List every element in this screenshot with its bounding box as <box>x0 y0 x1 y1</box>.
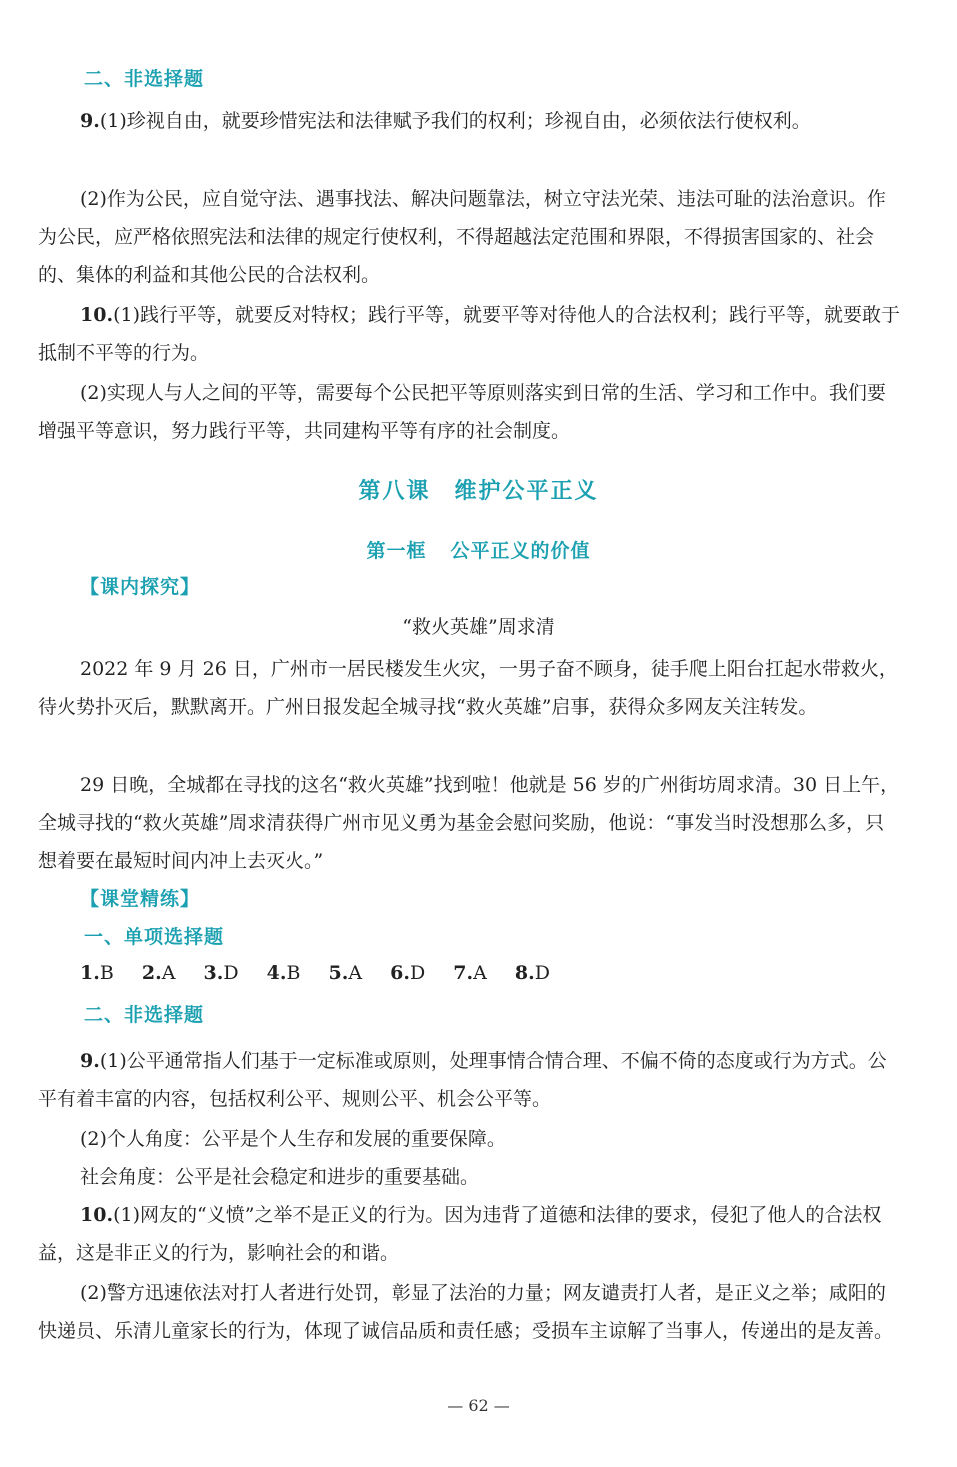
q9-bottom-number: 9. <box>80 1050 100 1072</box>
q10-top-part2: (2)实现人与人之间的平等，需要每个公民把平等原则落实到日常的生活、学习和工作中。我们要增强平等意识，努力践行平等，共同建构平等有序的社会制度。 <box>38 382 886 442</box>
answer-list <box>80 962 572 984</box>
q9-bottom-part2: (2)个人角度：公平是个人生存和发展的重要保障。 <box>80 1128 506 1150</box>
section-heading-nonchoice-top: 二、非选择题 <box>84 68 205 90</box>
section-heading-nonchoice-bottom: 二、非选择题 <box>84 1004 205 1026</box>
page-number: — 62 — <box>447 1396 510 1415</box>
practice-heading: 【课堂精练】 <box>80 888 201 910</box>
answer-item: 7.A <box>453 962 487 984</box>
story-paragraph-1: 2022 年 9 月 26 日，广州市一居民楼发生火灾，一男子奋不顾身，徒手爬上阳台扛起水带救火，待火势扑灭后，默默离开。广州日报发起全城寻找“救火英雄”启事，获得众多网友关注转发。 <box>38 658 898 718</box>
q10-bottom-number: 10. <box>80 1204 114 1226</box>
q9-bottom-part3: 社会角度：公平是社会稳定和进步的重要基础。 <box>80 1166 480 1188</box>
section-heading-single-choice: 一、单项选择题 <box>84 926 225 948</box>
q10-top-number: 10. <box>80 304 114 326</box>
answer-item: 1.B <box>80 962 114 984</box>
q10-bottom-part1: 10.(1)网友的“义愤”之举不是正义的行为。因为违背了道德和法律的要求，侵犯了他人的合法权益，这是非正义的行为，影响社会的和谐。 <box>38 1204 882 1264</box>
answer-item: 4.B <box>266 962 301 984</box>
q9-top-part2: (2)作为公民，应自觉守法、遇事找法、解决问题靠法，树立守法光荣、违法可耻的法治意识。作为公民，应严格依照宪法和法律的规定行使权利，不得超越法定范围和界限，不得损害国家的、社会的、集体的利益和其他公民的合法权利。 <box>38 188 886 286</box>
answer-item: 5.A <box>328 962 363 984</box>
explore-heading: 【课内探究】 <box>80 576 201 598</box>
lesson-title: 第八课 维护公平正义 <box>358 479 599 504</box>
q9-bottom-part1: 9.(1)公平通常指人们基于一定标准或原则，处理事情合情合理、不偏不倚的态度或行为方式。公平有着丰富的内容，包括权利公平、规则公平、机会公平等。 <box>38 1050 887 1110</box>
frame-title: 第一框 公平正义的价值 <box>366 540 591 562</box>
answer-item: 2.A <box>141 962 176 984</box>
answer-item: 3.D <box>203 962 239 984</box>
answer-item: 8.D <box>514 962 550 984</box>
story-paragraph-2: 29 日晚，全城都在寻找的这名“救火英雄”找到啦！他就是 56 岁的广州街坊周求清。30 日上午，全城寻找的“救火英雄”周求清获得广州市见义勇为基金会慰问奖励，他说：“事发当时没想那么多，只想着要在最短时间内冲上去灭火。” <box>38 774 900 872</box>
q10-top-part1: 10.(1)践行平等，就要反对特权；践行平等，就要平等对待他人的合法权利；践行平等，就要敢于抵制不平等的行为。 <box>38 304 900 364</box>
q9-top-number: 9. <box>80 110 100 132</box>
q9-top-part1: 9.(1)珍视自由，就要珍惜宪法和法律赋予我们的权利；珍视自由，必须依法行使权利。 <box>80 110 811 132</box>
story-title: “救火英雄”周求清 <box>402 616 555 638</box>
q10-bottom-part2: (2)警方迅速依法对打人者进行处罚，彰显了法治的力量；网友谴责打人者，是正义之举；咸阳的快递员、乐清儿童家长的行为，体现了诚信品质和责任感；受损车主谅解了当事人，传递出的是友善。 <box>38 1282 894 1342</box>
answer-item: 6.D <box>390 962 426 984</box>
